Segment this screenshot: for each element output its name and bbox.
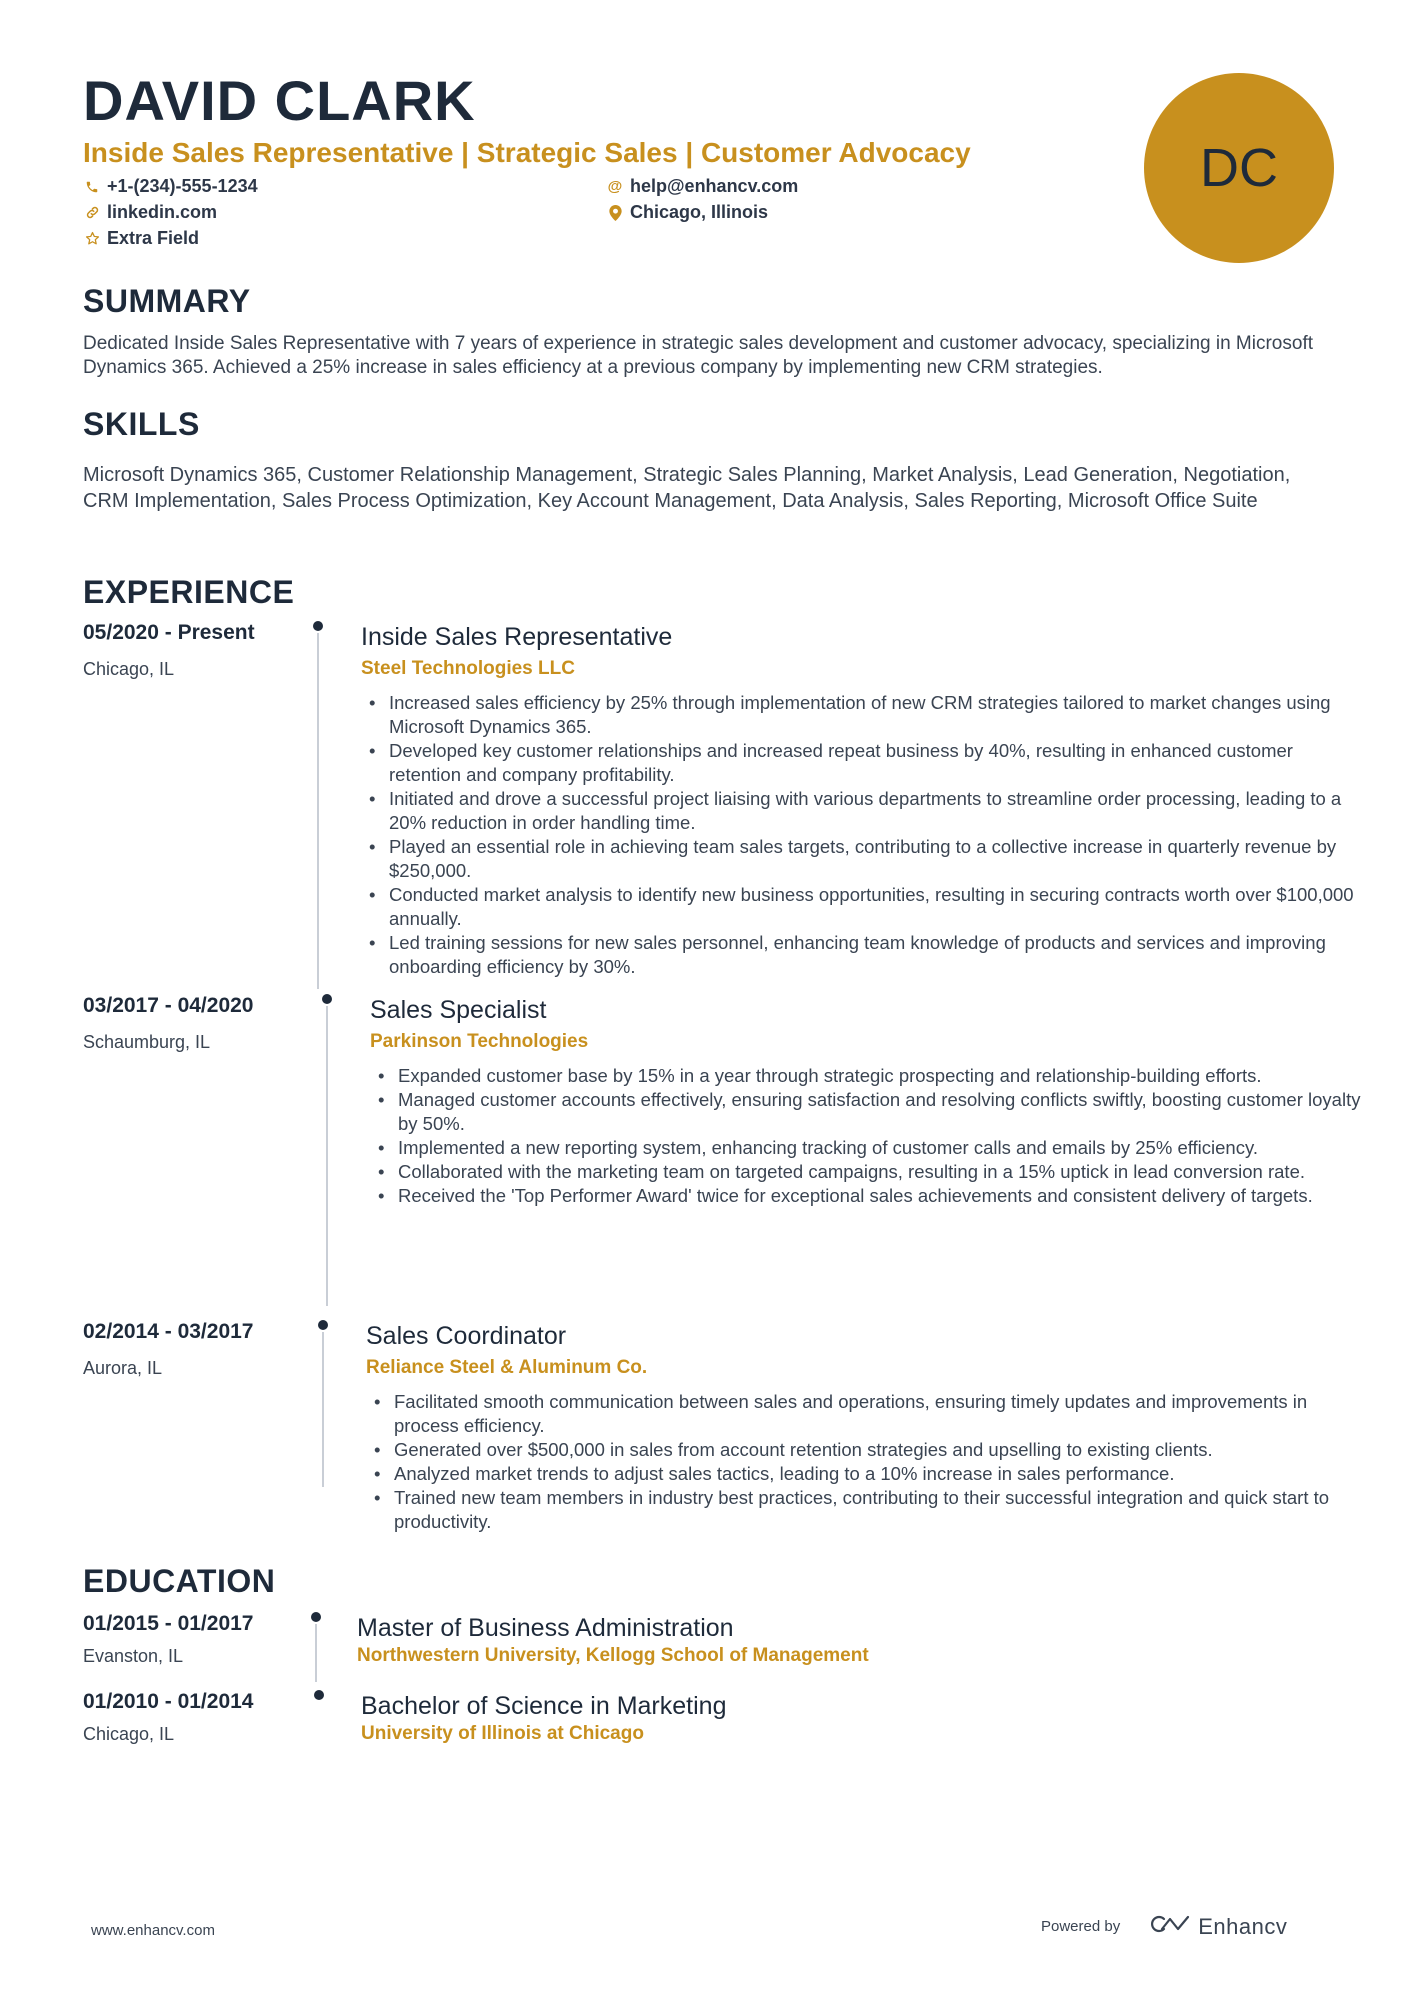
experience-body — [361, 621, 1361, 979]
bullet-item: • Managed customer accounts effectively, ensuring satisfaction and resolving conflicts swiftly, boosting customer loyalty by 50%. — [370, 1088, 1370, 1136]
experience-role: Sales Coordinator — [366, 1322, 567, 1350]
education-entry — [83, 1612, 1333, 1687]
contact-email-text: help@enhancv.com — [630, 176, 799, 196]
contact-extra-text: Extra Field — [107, 228, 200, 248]
experience-role: Sales Specialist — [370, 996, 547, 1024]
education-degree: Bachelor of Science in Marketing — [361, 1692, 727, 1720]
timeline-dot — [313, 621, 323, 631]
education-dates: 01/2010 - 01/2014 — [83, 1690, 254, 1713]
map-pin-icon — [606, 204, 624, 222]
experience-dates: 02/2014 - 03/2017 — [83, 1320, 254, 1343]
bullet-item: • Played an essential role in achieving team sales targets, contributing to a collective increase in quarterly revenue by $250,000. — [361, 835, 1361, 883]
candidate-headline: Inside Sales Representative | Strategic Sales | Customer Advocacy — [83, 137, 971, 168]
contact-location — [606, 202, 1026, 223]
summary-heading: SUMMARY — [83, 283, 251, 319]
education-heading: EDUCATION — [83, 1563, 276, 1599]
bullet-item: • Expanded customer base by 15% in a year through strategic prospecting and relationship-building efforts. — [370, 1064, 1370, 1088]
timeline-line — [326, 1006, 328, 1306]
bullet-item: • Implemented a new reporting system, enhancing tracking of customer calls and emails by 25% efficiency. — [370, 1136, 1370, 1160]
experience-location: Schaumburg, IL — [83, 1032, 211, 1052]
avatar — [1144, 73, 1334, 263]
at-sign-icon: @ — [607, 178, 623, 195]
avatar-initials: DC — [1200, 138, 1278, 198]
enhancv-logo-icon — [1146, 1913, 1192, 1940]
candidate-name: DAVID CLARK — [83, 69, 476, 132]
timeline-dot — [318, 1320, 328, 1330]
powered-by-label: Powered by — [1041, 1918, 1121, 1935]
education-degree: Master of Business Administration — [357, 1614, 734, 1642]
experience-entry — [83, 621, 1354, 991]
star-icon — [83, 230, 101, 248]
skills-text: Microsoft Dynamics 365, Customer Relationship Management, Strategic Sales Planning, Market Analysis, Lead Generation, Negotiation, CRM Implementation, Sales Process Optimization, Key Account Management, Data Analysis, Sales Reporting, Microsoft Office Suite — [83, 464, 1291, 512]
experience-bullets — [366, 1390, 1366, 1534]
experience-body — [370, 994, 1370, 1208]
timeline-dot — [314, 1690, 324, 1700]
contact-linkedin-text: linkedin.com — [107, 202, 218, 222]
experience-body — [366, 1320, 1366, 1534]
education-entry — [83, 1690, 1333, 1765]
phone-icon — [83, 178, 101, 196]
experience-location: Chicago, IL — [83, 659, 175, 679]
bullet-item: • Trained new team members in industry best practices, contributing to their successful integration and quick start to productivity. — [366, 1486, 1366, 1534]
experience-heading: EXPERIENCE — [83, 574, 295, 610]
education-dates: 01/2015 - 01/2017 — [83, 1612, 254, 1635]
bullet-item: • Led training sessions for new sales personnel, enhancing team knowledge of products and services and improving onboarding efficiency by 30%. — [361, 931, 1361, 979]
experience-location: Aurora, IL — [83, 1358, 163, 1378]
link-icon — [83, 204, 101, 222]
contact-phone[interactable] — [83, 176, 606, 197]
contact-linkedin[interactable] — [83, 202, 606, 223]
experience-dates: 03/2017 - 04/2020 — [83, 994, 254, 1017]
experience-company[interactable]: Reliance Steel & Aluminum Co. — [366, 1357, 648, 1378]
education-body — [361, 1690, 1361, 1746]
skills-heading: SKILLS — [83, 406, 200, 442]
bullet-item: • Facilitated smooth communication between sales and operations, ensuring timely updates and improvements in process efficiency. — [366, 1390, 1366, 1438]
experience-bullets — [361, 691, 1361, 979]
bullet-item: • Generated over $500,000 in sales from account retention strategies and upselling to existing clients. — [366, 1438, 1366, 1462]
experience-bullets — [370, 1064, 1370, 1208]
bullet-item: • Developed key customer relationships and increased repeat business by 40%, resulting in enhanced customer retention and company profitability. — [361, 739, 1361, 787]
experience-entry — [83, 1320, 1333, 1532]
timeline-line — [317, 633, 319, 989]
contact-extra — [83, 228, 606, 249]
bullet-item: • Analyzed market trends to adjust sales tactics, leading to a 10% increase in sales performance. — [366, 1462, 1366, 1486]
education-body — [357, 1612, 1357, 1668]
timeline-line — [322, 1332, 324, 1487]
education-location: Chicago, IL — [83, 1724, 175, 1744]
contact-list — [83, 176, 1083, 249]
experience-company[interactable]: Parkinson Technologies — [370, 1031, 589, 1052]
education-school[interactable]: Northwestern University, Kellogg School of Management — [357, 1645, 869, 1666]
summary-text: Dedicated Inside Sales Representative with 7 years of experience in strategic sales development and customer advocacy, specializing in Microsoft Dynamics 365. Achieved a 25% increase in sales efficiency at a previous company by implementing new CRM strategies. — [83, 333, 1313, 378]
brand-name: Enhancv — [1198, 1913, 1288, 1939]
contact-phone-text: +1-(234)-555-1234 — [107, 176, 258, 196]
timeline-dot — [311, 1612, 321, 1622]
bullet-item: • Conducted market analysis to identify new business opportunities, resulting in securing contracts worth over $100,000 annually. — [361, 883, 1361, 931]
bullet-item: • Initiated and drove a successful project liaising with various departments to streamline order processing, leading to a 20% reduction in order handling time. — [361, 787, 1361, 835]
experience-role: Inside Sales Representative — [361, 623, 673, 651]
timeline-line — [315, 1624, 317, 1682]
bullet-item: • Collaborated with the marketing team on targeted campaigns, resulting in a 15% uptick in lead conversion rate. — [370, 1160, 1370, 1184]
footer-website[interactable]: www.enhancv.com — [91, 1922, 215, 1939]
experience-dates: 05/2020 - Present — [83, 621, 255, 644]
bullet-item: • Increased sales efficiency by 25% through implementation of new CRM strategies tailored to market changes using Microsoft Dynamics 365. — [361, 691, 1361, 739]
experience-company[interactable]: Steel Technologies LLC — [361, 658, 575, 679]
footer-branding[interactable] — [1041, 1913, 1287, 1940]
contact-email[interactable] — [606, 176, 1026, 197]
education-school[interactable]: University of Illinois at Chicago — [361, 1723, 644, 1744]
experience-entry — [83, 994, 1361, 1314]
resume-header — [83, 70, 1083, 249]
timeline-dot — [322, 994, 332, 1004]
contact-location-text: Chicago, Illinois — [630, 202, 769, 222]
education-location: Evanston, IL — [83, 1646, 184, 1666]
bullet-item: • Received the 'Top Performer Award' twice for exceptional sales achievements and consistent delivery of targets. — [370, 1184, 1370, 1208]
